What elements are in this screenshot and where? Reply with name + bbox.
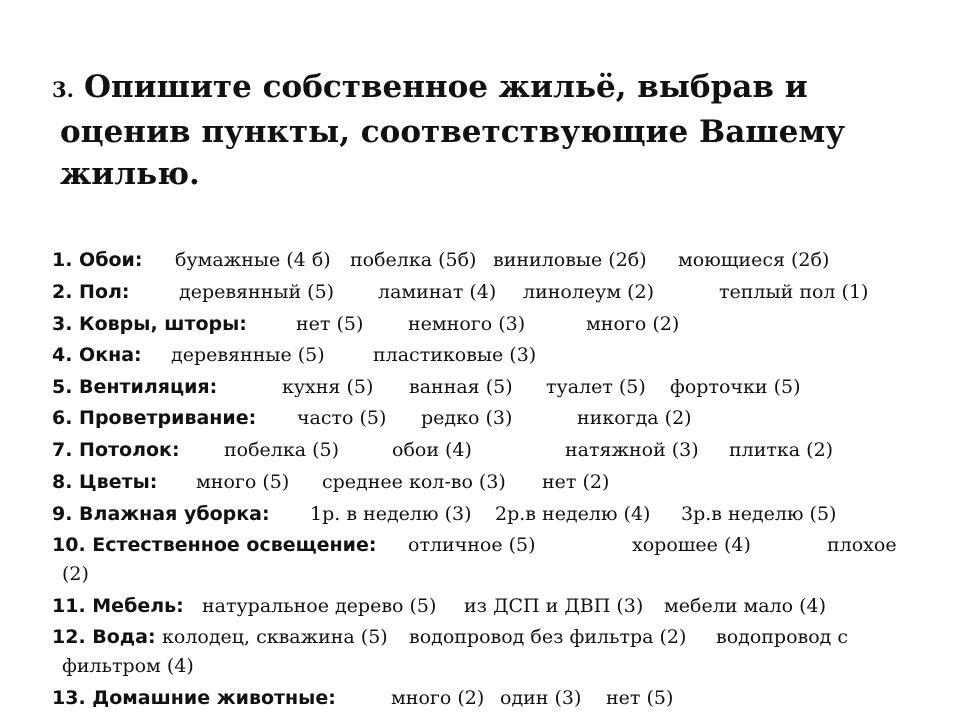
list-item [52,530,897,560]
item-label: 8. Цветы: [52,471,158,493]
item-option: плохое [827,534,897,556]
item-option: редко (3) [421,407,513,429]
item-option: кухня (5) [282,376,374,398]
item-option: деревянные (5) [171,344,325,366]
question-number: 3. [52,77,74,102]
item-option: 1р. в неделю (3) [310,503,472,525]
item-option: ламинат (4) [378,281,497,303]
title-line-2: оценив пункты, соответствующие Вашему [60,114,846,150]
item-label: 6. Проветривание: [52,407,257,429]
item-option: побелка (5) [224,439,340,461]
item-option: плитка (2) [729,439,834,461]
item-option: нет (5) [296,313,364,335]
list-item [52,467,610,497]
item-option: один (3) [500,687,582,709]
item-option: пластиковые (3) [373,344,537,366]
item-option: натуральное дерево (5) [202,595,437,617]
list-item [52,683,674,713]
item-label: 1. Обои: [52,249,143,271]
item-label: 12. Вода: [52,626,156,648]
item-option: часто (5) [297,407,387,429]
item-label: 5. Вентиляция: [52,376,218,398]
item-label: 10. Естественное освещение: [52,534,377,556]
item-option: хорошее (4) [632,534,751,556]
item-option: ванная (5) [409,376,513,398]
item-option: нет (5) [606,687,674,709]
item-label: 3. Ковры, шторы: [52,313,247,335]
item-option: обои (4) [392,439,472,461]
list-item [52,340,537,370]
list-item [52,245,830,275]
item-label: 2. Пол: [52,281,130,303]
item-option: моющиеся (2б) [678,249,830,271]
title-line-1: Опишите собственное жильё, выбрав и [83,69,808,105]
item-option: никогда (2) [577,407,692,429]
question-title [52,66,912,195]
item-label: 4. Окна: [52,344,142,366]
title-line-3: жилью. [60,156,200,192]
item-option: нет (2) [542,471,610,493]
item-option: бумажные (4 б) [175,249,331,271]
item-label: 9. Влажная уборка: [52,503,270,525]
list-item [52,622,849,652]
item-option: теплый пол (1) [719,281,869,303]
item-option: много (2) [391,687,485,709]
item-option: водопровод без фильтра (2) [409,626,687,648]
list-item [52,277,869,307]
item-option: из ДСП и ДВП (3) [464,595,644,617]
item-option: деревянный (5) [179,281,335,303]
item-option: среднее кол-во (3) [322,471,506,493]
item-option: 2р.в неделю (4) [495,503,651,525]
item-option: водопровод с [716,626,849,648]
list-item [52,591,827,621]
list-item [52,372,801,402]
list-item [52,403,692,433]
item-label: 13. Домашние животные: [52,687,336,709]
list-item [52,499,837,529]
item-option: много (2) [586,313,680,335]
item-option: 3р.в неделю (5) [681,503,837,525]
item-option: натяжной (3) [565,439,699,461]
item-label: 7. Потолок: [52,439,180,461]
item-continuation: фильтром (4) [62,655,194,677]
item-option: побелка (5б) [350,249,477,271]
list-item [52,435,834,465]
list-item [52,309,680,339]
item-label: 11. Мебель: [52,595,184,617]
item-option: отличное (5) [408,534,536,556]
item-option: мебели мало (4) [664,595,827,617]
item-option: много (5) [196,471,290,493]
item-option: виниловые (2б) [493,249,647,271]
item-option: туалет (5) [546,376,646,398]
item-option: форточки (5) [670,376,801,398]
item-option: колодец, скважина (5) [162,626,388,648]
item-option: линолеум (2) [523,281,655,303]
item-continuation: (2) [62,563,89,585]
item-option: немного (3) [408,313,526,335]
